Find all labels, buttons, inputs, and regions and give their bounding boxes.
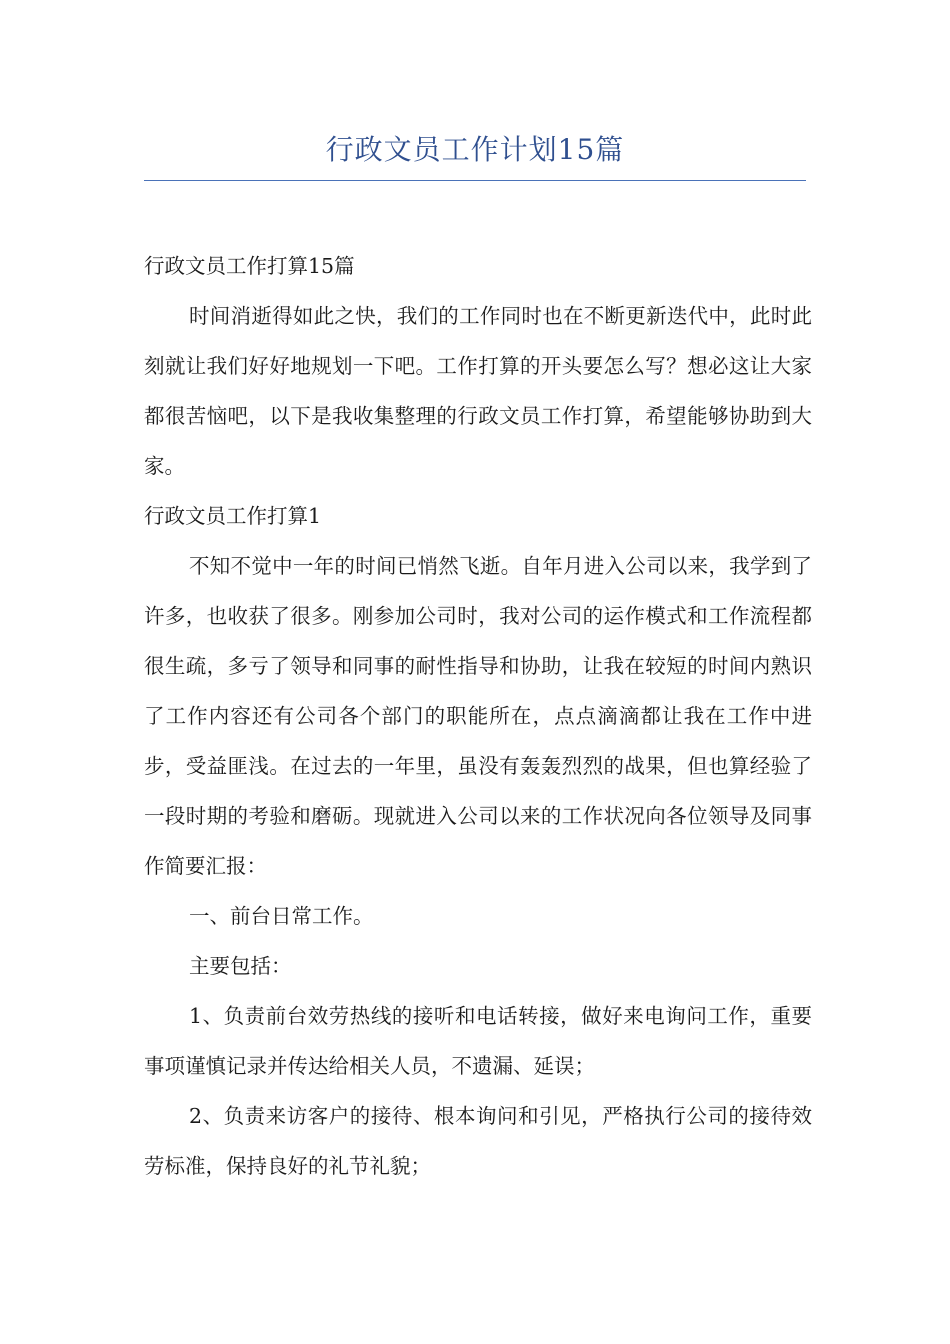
document-body [144, 241, 812, 1191]
document-subtitle: 行政文员工作打算15篇 [144, 254, 355, 278]
page-title: 行政文员工作计划15篇 [325, 133, 625, 166]
list-item: 1、负责前台效劳热线的接听和电话转接，做好来电询问工作，重要事项谨慎记录并传达给相关人员，不遗漏、延误； [144, 1004, 812, 1078]
item-intro: 主要包括： [189, 954, 292, 978]
title-divider [144, 180, 806, 181]
section-heading: 行政文员工作打算1 [144, 504, 322, 528]
list-item: 2、负责来访客户的接待、根本询问和引见，严格执行公司的接待效劳标准，保持良好的礼节礼貌； [144, 1104, 812, 1178]
section-paragraph: 不知不觉中一年的时间已悄然飞逝。自年月进入公司以来，我学到了许多，也收获了很多。刚参加公司时，我对公司的运作模式和工作流程都很生疏，多亏了领导和同事的耐性指导和协助，让我在较短的时间内熟识了工作内容还有公司各个部门的职能所在，点点滴滴都让我在工作中进步，受益匪浅。在过去的一年里，虽没有轰轰烈烈的战果，但也算经验了一段时期的考验和磨砺。现就进入公司以来的工作状况向各位领导及同事作简要汇报： [144, 554, 812, 878]
item-heading: 一、前台日常工作。 [189, 904, 374, 928]
intro-paragraph: 时间消逝得如此之快，我们的工作同时也在不断更新迭代中，此时此刻就让我们好好地规划一下吧。工作打算的开头要怎么写？想必这让大家都很苦恼吧，以下是我收集整理的行政文员工作打算，希望能够协助到大家。 [144, 304, 812, 478]
